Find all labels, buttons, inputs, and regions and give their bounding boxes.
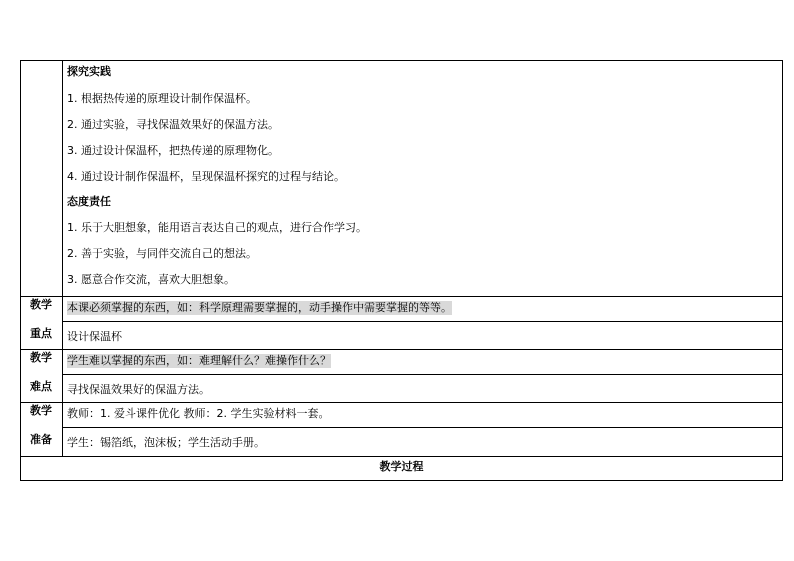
preparation-teacher: 教师：1. 爱斗课件优化 教师：2. 学生实验材料一套。 bbox=[67, 407, 330, 420]
inquiry-item-3: 3. 通过设计保温杯，把热传递的原理物化。 bbox=[67, 144, 279, 157]
difficulties-content: 寻找保温效果好的保温方法。 bbox=[67, 383, 210, 396]
difficulties-hint: 学生难以掌握的东西，如：难理解什么？难操作什么？ bbox=[67, 354, 331, 367]
section-heading-attitude: 态度责任 bbox=[67, 195, 111, 208]
process-title: 教学过程 bbox=[379, 460, 424, 473]
inquiry-item-1: 1. 根据热传递的原理设计制作保温杯。 bbox=[67, 92, 257, 105]
key-points-label-top: 教学 bbox=[30, 298, 52, 311]
row-divider-key bbox=[20, 349, 783, 350]
row-divider-prep-teacher bbox=[62, 427, 783, 428]
attitude-item-3: 3. 愿意合作交流，喜欢大胆想象。 bbox=[67, 273, 235, 286]
key-points-label-bottom: 重点 bbox=[30, 327, 52, 340]
preparation-label-top: 教学 bbox=[30, 404, 52, 417]
key-points-hint: 本课必须掌握的东西，如：科学原理需要掌握的，动手操作中需要掌握的等等。 bbox=[67, 301, 452, 314]
row-divider-diff-hint bbox=[62, 374, 783, 375]
difficulties-label-bottom: 难点 bbox=[30, 380, 52, 393]
section-heading-inquiry: 探究实践 bbox=[67, 65, 111, 78]
attitude-item-2: 2. 善于实验，与同伴交流自己的想法。 bbox=[67, 247, 257, 260]
row-divider-difficulties bbox=[20, 402, 783, 403]
difficulties-label-top: 教学 bbox=[30, 351, 52, 364]
row-divider-key-hint bbox=[62, 321, 783, 322]
row-divider-prep bbox=[20, 456, 783, 457]
key-points-content: 设计保温杯 bbox=[67, 330, 122, 343]
inquiry-item-2: 2. 通过实验，寻找保温效果好的保温方法。 bbox=[67, 118, 279, 131]
preparation-student: 学生：锡箔纸，泡沫板；学生活动手册。 bbox=[67, 436, 265, 449]
label-column-divider bbox=[62, 60, 63, 456]
inquiry-item-4: 4. 通过设计制作保温杯，呈现保温杯探究的过程与结论。 bbox=[67, 170, 345, 183]
preparation-label-bottom: 准备 bbox=[30, 433, 52, 446]
row-divider-objectives bbox=[20, 296, 783, 297]
attitude-item-1: 1. 乐于大胆想象，能用语言表达自己的观点，进行合作学习。 bbox=[67, 221, 367, 234]
